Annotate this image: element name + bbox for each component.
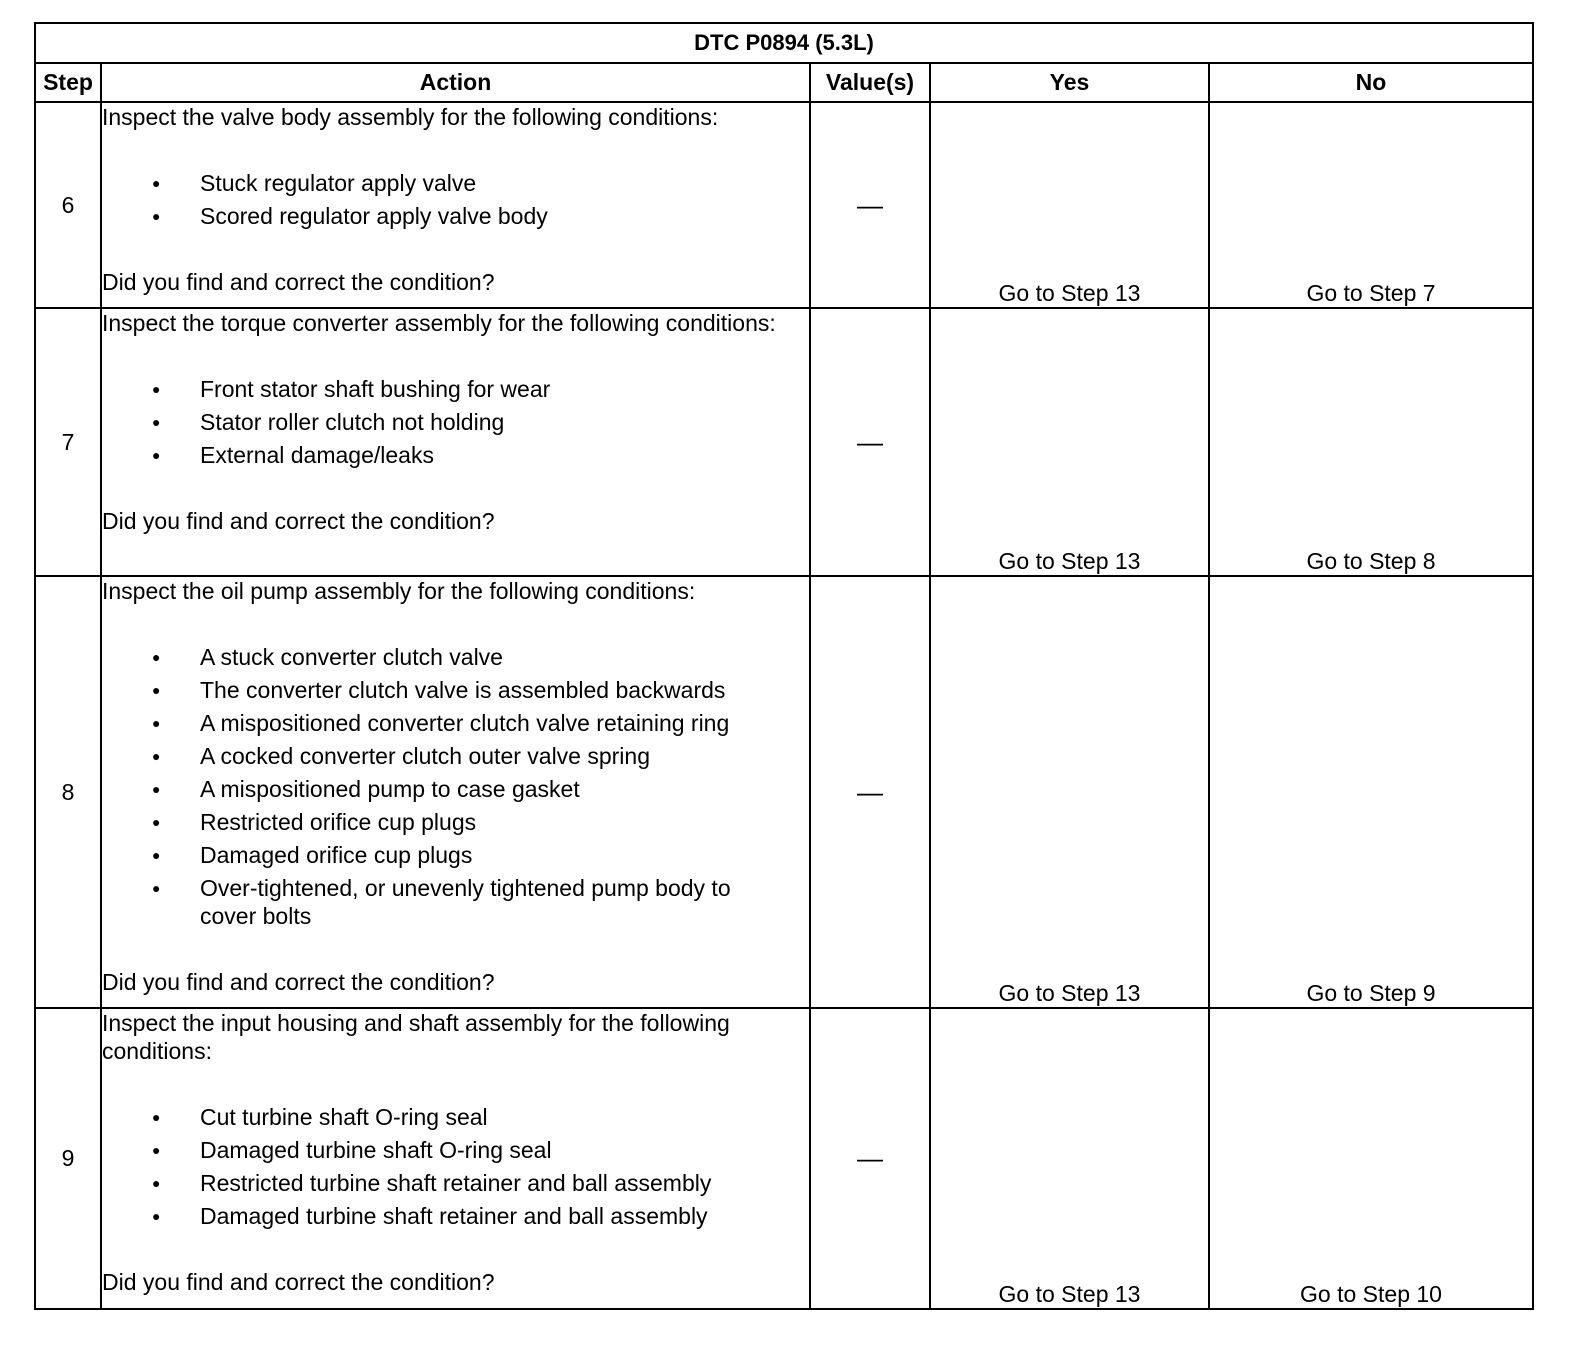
condition-item: ● Stator roller clutch not holding [102, 408, 809, 436]
condition-item: ● A mispositioned pump to case gasket [102, 775, 809, 803]
condition-item: ● Restricted turbine shaft retainer and ball assembly [102, 1169, 809, 1197]
condition-item: ● Damaged orifice cup plugs [102, 841, 809, 869]
action-intro: Inspect the valve body assembly for the following conditions: [102, 104, 719, 130]
condition-item: ● A mispositioned converter clutch valve retaining ring [102, 709, 809, 737]
step-number: 6 [35, 102, 101, 308]
header-action: Action [101, 63, 810, 102]
value-cell: — [810, 1008, 930, 1309]
condition-item: ● The converter clutch valve is assembled backwards [102, 676, 809, 704]
value-cell: — [810, 102, 930, 308]
no-cell: Go to Step 9 [1209, 576, 1533, 1008]
value-cell: — [810, 576, 930, 1008]
step-number: 8 [35, 576, 101, 1008]
step-number: 7 [35, 308, 101, 576]
action-question: Did you find and correct the condition? [102, 1269, 495, 1295]
table-row-step-9 [35, 1008, 1533, 1309]
condition-list [102, 375, 809, 469]
table-row-step-7 [35, 308, 1533, 576]
condition-item: ● Scored regulator apply valve body [102, 202, 809, 230]
step-number: 9 [35, 1008, 101, 1309]
header-values: Value(s) [810, 63, 930, 102]
condition-list [102, 643, 809, 930]
condition-item: ● External damage/leaks [102, 441, 809, 469]
action-cell [101, 308, 810, 576]
yes-cell: Go to Step 13 [930, 102, 1209, 308]
yes-cell: Go to Step 13 [930, 576, 1209, 1008]
condition-item: ● Cut turbine shaft O-ring seal [102, 1103, 809, 1131]
table-title-row [35, 23, 1533, 63]
value-cell: — [810, 308, 930, 576]
condition-list [102, 1103, 809, 1230]
table-row-step-6 [35, 102, 1533, 308]
table-header-row [35, 63, 1533, 102]
action-question: Did you find and correct the condition? [102, 508, 495, 534]
action-intro: Inspect the oil pump assembly for the following conditions: [102, 578, 696, 604]
action-question: Did you find and correct the condition? [102, 969, 495, 995]
header-no: No [1209, 63, 1533, 102]
condition-item: ● A stuck converter clutch valve [102, 643, 809, 671]
table-title: DTC P0894 (5.3L) [35, 23, 1533, 63]
no-cell: Go to Step 8 [1209, 308, 1533, 576]
table-row-step-8 [35, 576, 1533, 1008]
no-cell: Go to Step 10 [1209, 1008, 1533, 1309]
condition-item: ● Stuck regulator apply valve [102, 169, 809, 197]
header-step: Step [35, 63, 101, 102]
header-yes: Yes [930, 63, 1209, 102]
yes-cell: Go to Step 13 [930, 308, 1209, 576]
dtc-table [34, 22, 1534, 1310]
action-intro: Inspect the input housing and shaft assembly for the following conditions: [102, 1010, 730, 1064]
action-cell [101, 102, 810, 308]
condition-item: ● Over-tightened, or unevenly tightened pump body to cover bolts [102, 874, 809, 930]
action-cell [101, 576, 810, 1008]
condition-list [102, 169, 809, 230]
action-question: Did you find and correct the condition? [102, 269, 495, 295]
condition-item: ● Damaged turbine shaft retainer and ball assembly [102, 1202, 809, 1230]
condition-item: ● Damaged turbine shaft O-ring seal [102, 1136, 809, 1164]
action-intro: Inspect the torque converter assembly for the following conditions: [102, 310, 776, 336]
no-cell: Go to Step 7 [1209, 102, 1533, 308]
action-cell [101, 1008, 810, 1309]
yes-cell: Go to Step 13 [930, 1008, 1209, 1309]
condition-item: ● A cocked converter clutch outer valve spring [102, 742, 809, 770]
condition-item: ● Restricted orifice cup plugs [102, 808, 809, 836]
condition-item: ● Front stator shaft bushing for wear [102, 375, 809, 403]
